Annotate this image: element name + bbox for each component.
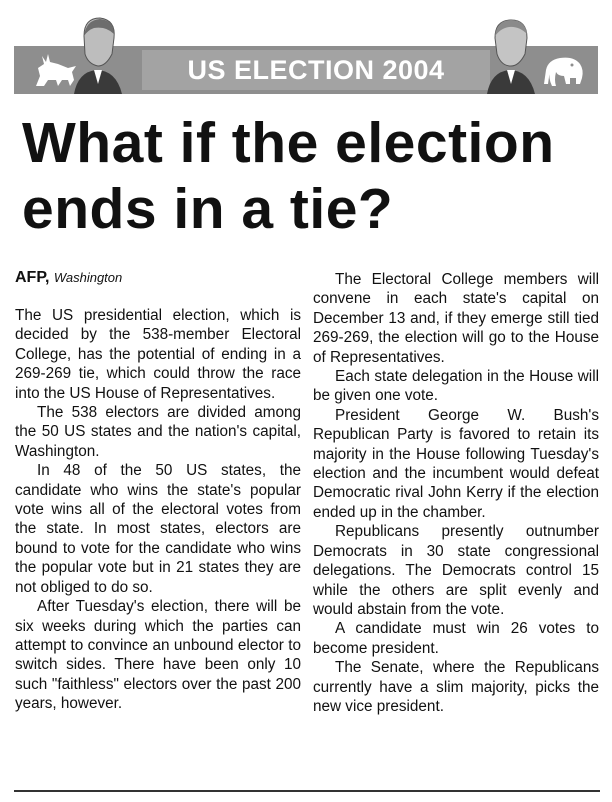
paragraph: Republicans presently outnumber Democrats in 30 state congressional delegations. The Democrats control 15 while the others are split evenly and would abstain from the vote. [313,523,599,618]
paragraph: A candidate must win 26 votes to become president. [313,620,599,657]
right-column [313,270,599,716]
byline [15,268,301,288]
paragraph: The Senate, where the Republicans currently have a slim majority, picks the new vice president. [313,659,599,715]
paragraph: After Tuesday's election, there will be six weeks during which the parties can attempt to convince an unbound elector to switch sides. There have been only 10 such "faithless" electors over the past 200 years, however. [15,598,301,713]
paragraph: The 538 electors are divided among the 50 US states and the nation's capital, Washington. [15,404,301,460]
left-column [15,268,301,714]
paragraph: President George W. Bush's Republican Party is favored to retain its majority in the House following Tuesday's election and the incumbent would defeat Democratic rival John Kerry if the election ended up in the chamber. [313,406,599,521]
bottom-divider [14,790,600,792]
paragraph: The US presidential election, which is decided by the 538-member Electoral College, has the potential of ending in a 269-269 tie, which could throw the race into the US House of Representatives. [15,307,301,402]
candidate-portrait-left [70,14,126,94]
paragraph: The Electoral College members will convene in each state's capital on December 13 and, if they emerge still tied 269-269, the election will go to the House of Representatives. [313,271,599,366]
candidate-portrait-right [483,14,539,94]
headline: What if the election ends in a tie? [22,111,555,241]
byline-place: Washington [53,270,123,285]
paragraph: Each state delegation in the House will be given one vote. [313,368,599,405]
byline-agency: AFP, [15,269,50,286]
paragraph: In 48 of the 50 US states, the candidate who wins the state's popular vote wins all of the electoral votes from the state. In most states, electors are bound to vote for the candidate who wins the popular vote but in 21 states they are not obliged to do so. [15,462,301,596]
banner-title: US ELECTION 2004 [142,50,490,90]
elephant-icon [534,50,590,90]
